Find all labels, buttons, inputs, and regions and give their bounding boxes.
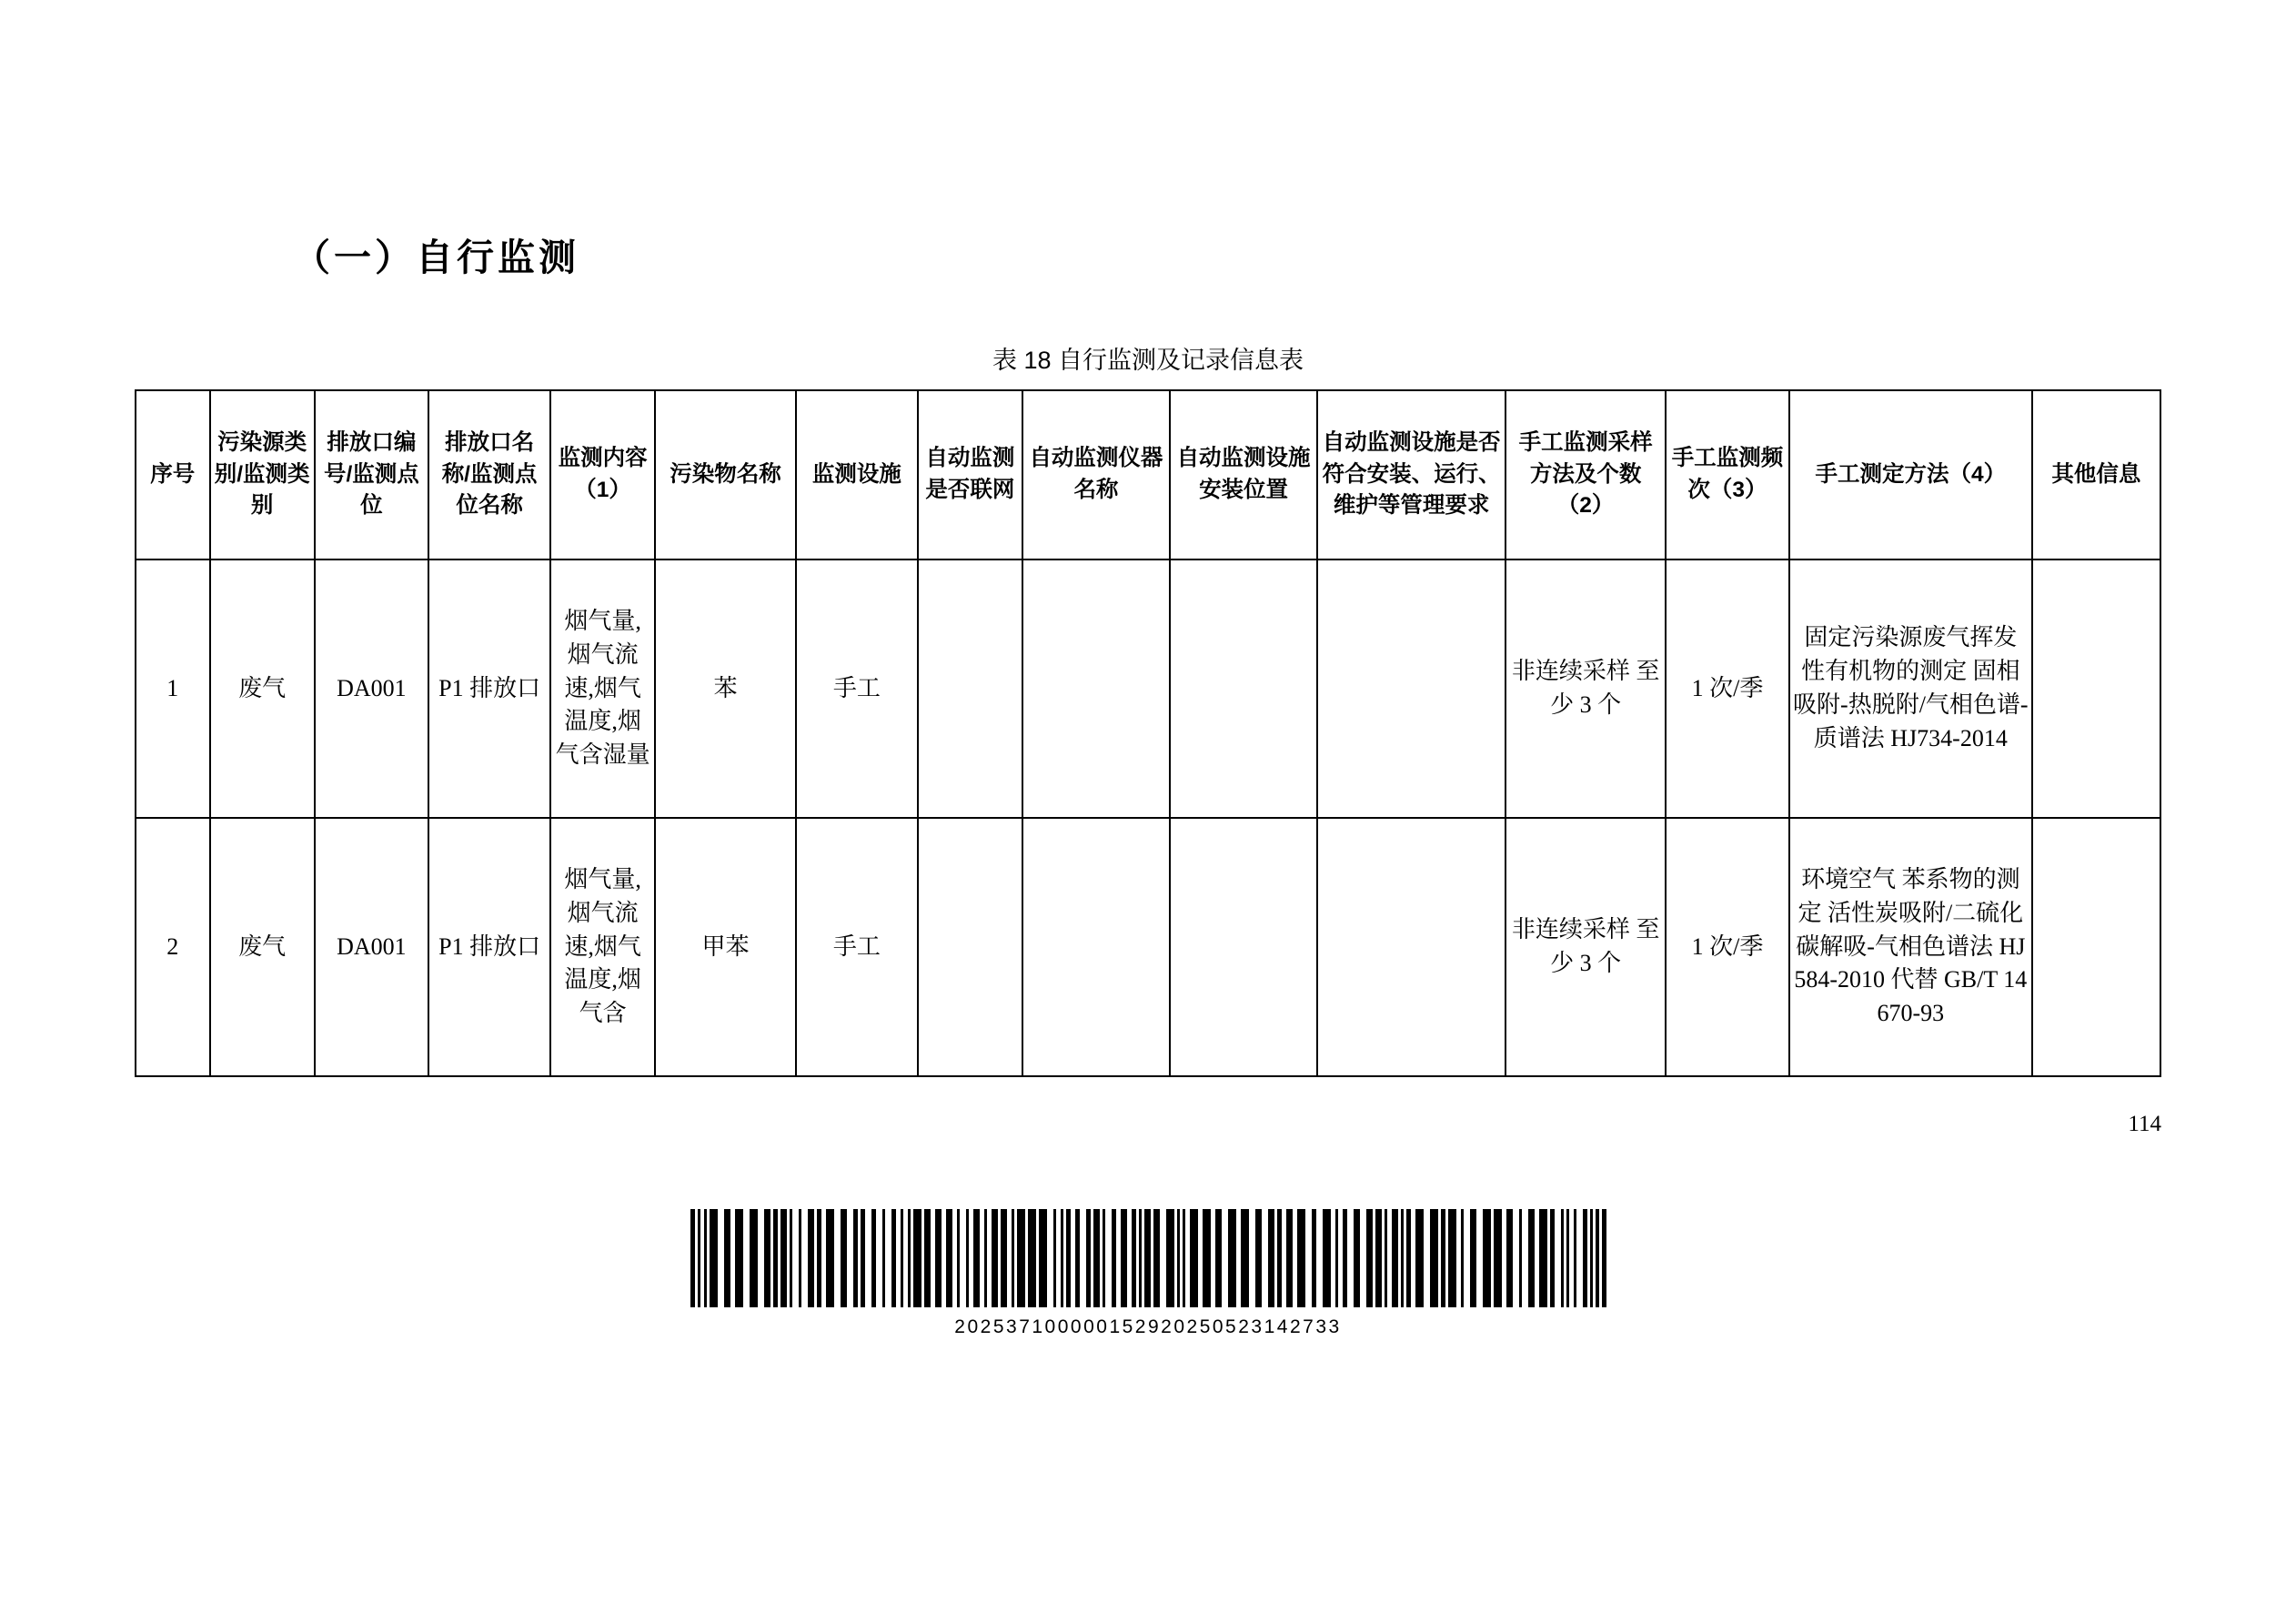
cell-manual-sampling: 非连续采样 至少 3 个 xyxy=(1505,559,1666,818)
cell-outlet-code: DA001 xyxy=(315,559,429,818)
cell-auto-compliance xyxy=(1317,818,1505,1076)
column-header-auto-install-location: 自动监测设施安装位置 xyxy=(1170,390,1317,559)
cell-pollutant-name: 苯 xyxy=(655,559,796,818)
column-header-monitor-facility: 监测设施 xyxy=(796,390,918,559)
barcode-text: 202537100000152920250523142733 xyxy=(954,1316,1342,1337)
column-header-other-info: 其他信息 xyxy=(2032,390,2160,559)
self-monitoring-table xyxy=(135,389,2161,1077)
cell-index: 1 xyxy=(136,559,210,818)
cell-other-info xyxy=(2032,559,2160,818)
column-header-source-type: 污染源类别/监测类别 xyxy=(210,390,315,559)
barcode-image xyxy=(690,1209,1606,1307)
column-header-auto-networked: 自动监测是否联网 xyxy=(918,390,1022,559)
column-header-auto-instrument-name: 自动监测仪器名称 xyxy=(1022,390,1170,559)
table-caption: 表 18 自行监测及记录信息表 xyxy=(992,347,1304,374)
cell-manual-method: 环境空气 苯系物的测定 活性炭吸附/二硫化碳解吸-气相色谱法 HJ 584-2010 代替 GB/T 14670-93 xyxy=(1789,818,2032,1076)
cell-source-type: 废气 xyxy=(210,559,315,818)
column-header-outlet-code: 排放口编号/监测点位 xyxy=(315,390,429,559)
cell-monitor-content: 烟气量,烟气流速,烟气温度,烟气含湿量 xyxy=(550,559,655,818)
barcode-area xyxy=(0,1197,2296,1338)
cell-auto-compliance xyxy=(1317,559,1505,818)
table-row xyxy=(136,818,2160,1076)
cell-auto-networked xyxy=(918,818,1022,1076)
cell-auto-instrument-name xyxy=(1022,818,1170,1076)
cell-manual-method: 固定污染源废气挥发性有机物的测定 固相吸附-热脱附/气相色谱-质谱法 HJ734-2014 xyxy=(1789,559,2032,818)
cell-other-info xyxy=(2032,818,2160,1076)
column-header-manual-method: 手工测定方法（4） xyxy=(1789,390,2032,559)
cell-index: 2 xyxy=(136,818,210,1076)
column-header-pollutant-name: 污染物名称 xyxy=(655,390,796,559)
section-heading: （一）自行监测 xyxy=(293,237,579,278)
cell-monitor-facility: 手工 xyxy=(796,559,918,818)
column-header-manual-frequency: 手工监测频次（3） xyxy=(1666,390,1789,559)
cell-auto-networked xyxy=(918,559,1022,818)
cell-manual-frequency: 1 次/季 xyxy=(1666,559,1789,818)
cell-pollutant-name: 甲苯 xyxy=(655,818,796,1076)
page-number: 114 xyxy=(2128,1112,2161,1136)
cell-source-type: 废气 xyxy=(210,818,315,1076)
table-header-row xyxy=(136,390,2160,559)
column-header-manual-sampling: 手工监测采样方法及个数（2） xyxy=(1505,390,1666,559)
column-header-index: 序号 xyxy=(136,390,210,559)
column-header-outlet-name: 排放口名称/监测点位名称 xyxy=(428,390,550,559)
cell-monitor-content: 烟气量,烟气流速,烟气温度,烟气含 xyxy=(550,818,655,1076)
table-row xyxy=(136,559,2160,818)
cell-auto-install-location xyxy=(1170,559,1317,818)
cell-auto-install-location xyxy=(1170,818,1317,1076)
column-header-monitor-content: 监测内容（1） xyxy=(550,390,655,559)
cell-outlet-name: P1 排放口 xyxy=(428,818,550,1076)
column-header-auto-compliance: 自动监测设施是否符合安装、运行、维护等管理要求 xyxy=(1317,390,1505,559)
cell-manual-frequency: 1 次/季 xyxy=(1666,818,1789,1076)
cell-outlet-code: DA001 xyxy=(315,818,429,1076)
cell-outlet-name: P1 排放口 xyxy=(428,559,550,818)
cell-manual-sampling: 非连续采样 至少 3 个 xyxy=(1505,818,1666,1076)
cell-monitor-facility: 手工 xyxy=(796,818,918,1076)
cell-auto-instrument-name xyxy=(1022,559,1170,818)
